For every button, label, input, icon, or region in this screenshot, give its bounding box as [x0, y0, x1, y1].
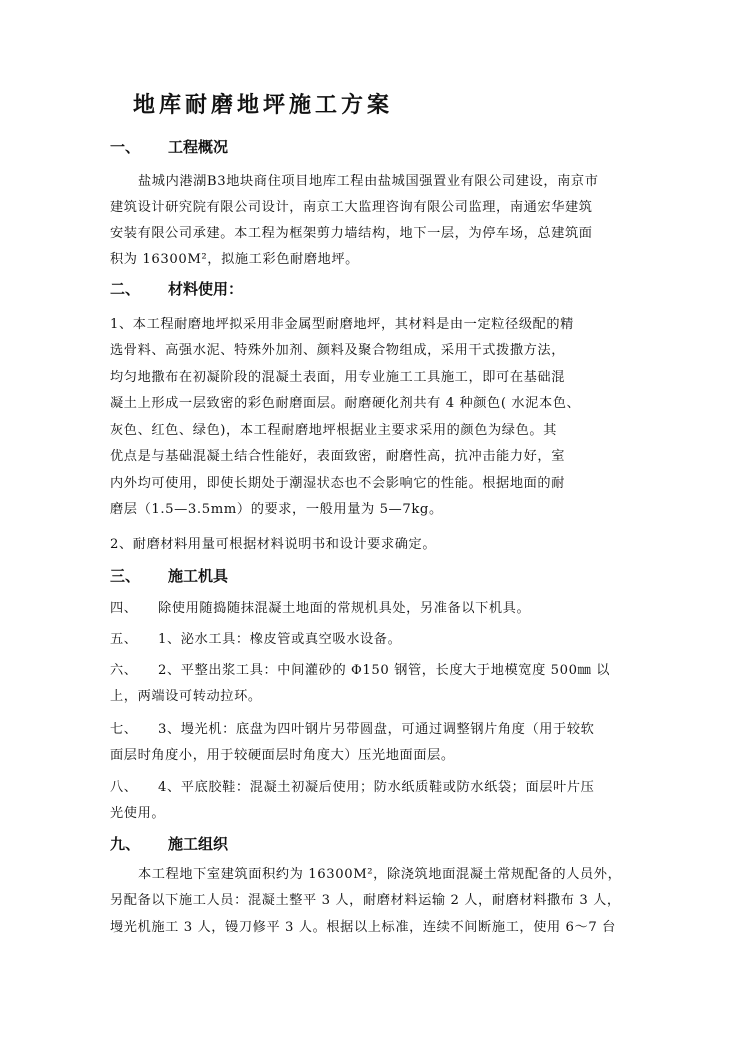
- paragraph-line: 本工程地下室建筑面积约为 16300M²，除浇筑地面混凝土常规配备的人员外，: [138, 867, 622, 882]
- section-heading-equipment: [110, 565, 228, 586]
- paragraph-line: 盐城内港湖B3地块商住项目地库工程由盐城国强置业有限公司建设，南京市: [138, 174, 599, 189]
- section-heading-overview: [110, 136, 228, 157]
- list-item: [110, 628, 401, 647]
- item-continuation: 面层时角度小，用于较硬面层时角度大）压光地面面层。: [110, 748, 455, 763]
- item-text: 2、平整出浆工具：中间灌砂的 Φ150 钢管，长度大于地模宽度 500㎜ 以: [158, 663, 610, 678]
- section-number: 二、: [110, 280, 141, 298]
- section-number: 九、: [110, 835, 141, 853]
- list-item: [110, 659, 610, 678]
- paragraph-line: 安装有限公司承建。本工程为框架剪力墙结构，地下一层，为停车场，总建筑面: [110, 226, 593, 241]
- paragraph-line: 凝土上形成一层致密的彩色耐磨面层。耐磨硬化剂共有 4 种颜色( 水泥本色、: [110, 396, 581, 411]
- item-number: 六、: [110, 663, 138, 678]
- item-text: 1、泌水工具：橡皮管或真空吸水设备。: [158, 632, 402, 647]
- paragraph-line: 磨层（1.5—3.5mm）的要求，一般用量为 5—7kg。: [110, 502, 443, 517]
- section-number: 一、: [110, 138, 141, 156]
- list-item: [110, 718, 594, 737]
- paragraph-line: 选骨料、高强水泥、特殊外加剂、颜料及聚合物组成，采用干式拨撒方法，: [110, 343, 565, 358]
- item-number: 四、: [110, 601, 138, 616]
- item-number: 五、: [110, 632, 138, 647]
- section-number: 三、: [110, 567, 141, 585]
- paragraph-line: 1、本工程耐磨地坪拟采用非金属型耐磨地坪，其材料是由一定粒径级配的精: [110, 317, 574, 332]
- paragraph-line: 建筑设计研究院有限公司设计，南京工大监理咨询有限公司监理，南通宏华建筑: [110, 200, 593, 215]
- paragraph-line: 积为 16300M²，拟施工彩色耐磨地坪。: [110, 252, 359, 267]
- item-text: 4、平底胶鞋：混凝土初凝后使用；防水纸质鞋或防水纸袋；面层叶片压: [158, 780, 595, 795]
- section-title: 工程概况: [168, 138, 229, 156]
- section-heading-organization: [110, 833, 228, 854]
- item-number: 七、: [110, 722, 138, 737]
- list-item: [110, 597, 530, 616]
- item-text: 除使用随捣随抹混凝土地面的常规机具处，另准备以下机具。: [158, 601, 531, 616]
- item-continuation: 上，两端设可转动拉环。: [110, 689, 262, 704]
- section-heading-materials: [110, 278, 243, 299]
- paragraph-line: 优点是与基础混凝土结合性能好，表面致密，耐磨性高，抗冲击能力好，室: [110, 449, 565, 464]
- section-title: 材料使用：: [168, 280, 244, 298]
- paragraph-line: 墁光机施工 3 人，镘刀修平 3 人。根据以上标准，连续不间断施工，使用 6～7 台: [110, 920, 616, 935]
- paragraph-line: 2、耐磨材料用量可根据材料说明书和设计要求确定。: [110, 537, 437, 552]
- paragraph-line: 另配备以下施工人员：混凝土整平 3 人，耐磨材料运输 2 人，耐磨材料撒布 3 人，: [110, 893, 621, 908]
- section-title: 施工机具: [168, 567, 229, 585]
- paragraph-line: 均匀地撒布在初凝阶段的混凝土表面，用专业施工工具施工，即可在基础混: [110, 370, 565, 385]
- item-continuation: 光使用。: [110, 806, 166, 821]
- page-title: 地库耐磨地坪施工方案: [133, 92, 394, 118]
- paragraph-line: 灰色、红色、绿色)，本工程耐磨地坪根据业主要求采用的颜色为绿色。其: [110, 423, 557, 438]
- list-item: [110, 776, 594, 795]
- item-text: 3、墁光机：底盘为四叶钢片另带圆盘，可通过调整钢片角度（用于较软: [158, 722, 595, 737]
- section-title: 施工组织: [168, 835, 229, 853]
- item-number: 八、: [110, 780, 138, 795]
- paragraph-line: 内外均可使用，即使长期处于潮湿状态也不会影响它的性能。根据地面的耐: [110, 476, 565, 491]
